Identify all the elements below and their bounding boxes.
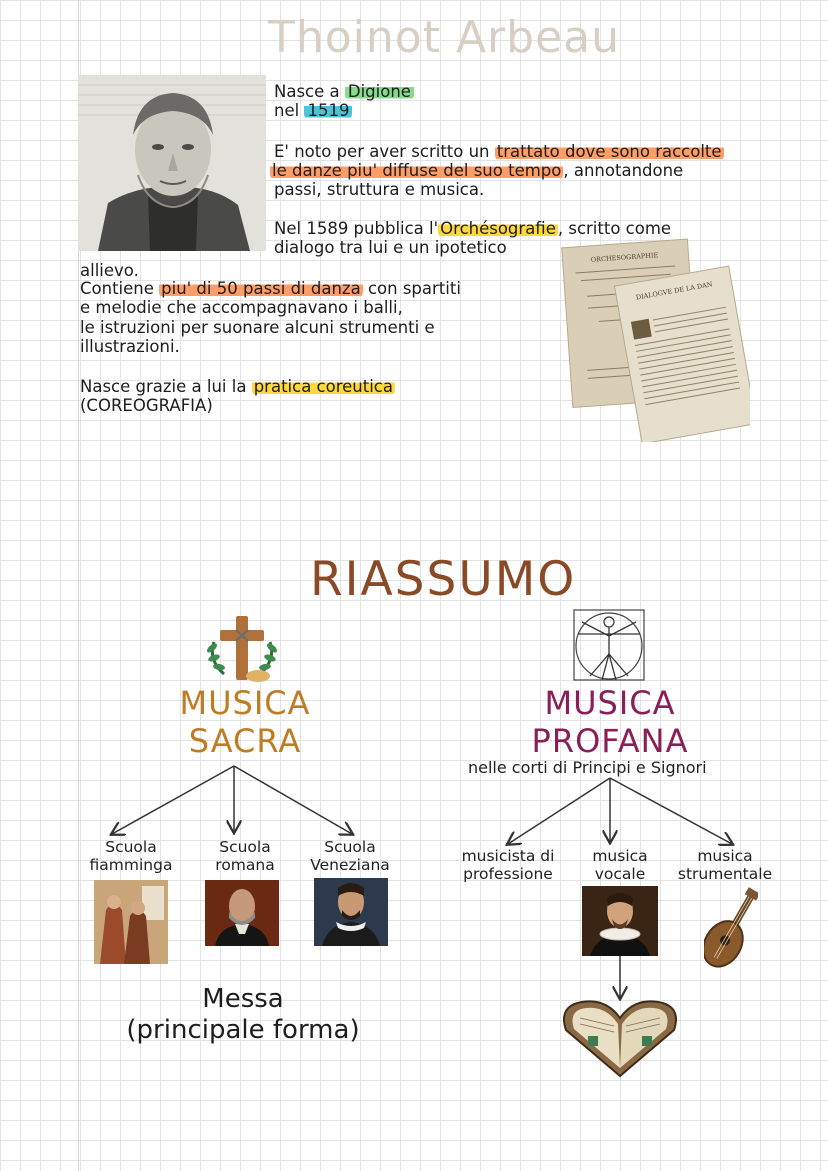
- school-label: Scuola: [105, 838, 157, 856]
- highlight-digione: Digione: [345, 82, 414, 101]
- bio-paragraph-3-line-3: allievo.: [80, 261, 139, 280]
- highlight-year: 1519: [304, 101, 352, 120]
- vocale-portrait: [582, 886, 658, 956]
- profana-line-2: PROFANA: [531, 722, 689, 760]
- bio-paragraph-4-line-4: illustrazioni.: [80, 337, 180, 356]
- book-right-title: DIALOGVE DE LA DAN: [635, 280, 714, 302]
- branch-musicista-professione: [448, 847, 568, 883]
- profana-line-1: MUSICA: [544, 684, 676, 722]
- summary-heading: RIASSUMO: [310, 552, 577, 607]
- branch-line-2: strumentale: [677, 865, 773, 883]
- highlight-coreutica: pratica coreutica: [253, 377, 393, 396]
- bio-text: Nasce a: [274, 82, 345, 101]
- school-romana: [200, 838, 290, 874]
- bio-text: Contiene: [80, 279, 160, 298]
- highlight-danze: le danze piu' diffuse del suo tempo: [272, 161, 562, 180]
- branch-line-1: musica: [697, 847, 753, 865]
- page-title: Thoinot Arbeau: [268, 12, 620, 63]
- branch-musica-vocale: [582, 847, 658, 883]
- school-name: fiamminga: [89, 856, 173, 874]
- sacra-line-2: SACRA: [188, 722, 302, 760]
- school-label: Scuola: [219, 838, 271, 856]
- highlight-trattato: trattato dove sono raccolte: [496, 142, 722, 161]
- branch-line-2: professione: [463, 865, 553, 883]
- lute-icon: [704, 884, 758, 976]
- bio-paragraph-3-line-2: dialogo tra lui e un ipotetico: [274, 238, 507, 257]
- arrow-to-fiamminga: [112, 766, 234, 834]
- branch-line-1: musicista di: [461, 847, 555, 865]
- heart-songbook-icon: [560, 996, 680, 1078]
- branch-line-2: vocale: [594, 865, 646, 883]
- bio-text: con spartiti: [362, 279, 461, 298]
- profana-subtitle: nelle corti di Principi e Signori: [468, 758, 707, 777]
- messa-note: [98, 984, 388, 1046]
- branch-line-1: musica: [592, 847, 648, 865]
- branch-musica-strumentale: [664, 847, 786, 883]
- bio-paragraph-2-line-3: passi, struttura e musica.: [274, 180, 485, 199]
- bio-text: , scritto come: [557, 219, 672, 238]
- bio-paragraph-4-line-2: e melodie che accompagnavano i balli,: [80, 298, 403, 317]
- bio-text: Nasce grazie a lui la: [80, 377, 252, 396]
- arrow-to-veneziana: [234, 766, 352, 834]
- bio-text: , annotandone: [563, 161, 684, 180]
- veneziana-portrait: [314, 878, 388, 946]
- fiamminga-painting: [94, 880, 168, 964]
- bio-text: nel: [274, 101, 305, 120]
- sacra-line-1: MUSICA: [179, 684, 311, 722]
- school-fiamminga: [76, 838, 186, 874]
- arrow-to-strumentale: [610, 778, 732, 844]
- messa-line-1: Messa: [202, 984, 284, 1014]
- school-veneziana: [298, 838, 402, 874]
- bio-paragraph-4-line-3: le istruzioni per suonare alcuni strumenti e: [80, 318, 435, 337]
- highlight-orchesografie: Orchésografie: [440, 219, 556, 238]
- romana-portrait: [205, 880, 279, 946]
- bio-text: E' noto per aver scritto un: [274, 142, 495, 161]
- arrow-to-professione: [508, 778, 610, 844]
- bio-paragraph-5-line-2: (COREOGRAFIA): [80, 396, 213, 415]
- bio-text: Nel 1589 pubblica l': [274, 219, 439, 238]
- messa-line-2: (principale forma): [126, 1015, 360, 1045]
- school-name: Veneziana: [310, 856, 390, 874]
- school-label: Scuola: [324, 838, 376, 856]
- highlight-passi: piu' di 50 passi di danza: [161, 279, 361, 298]
- school-name: romana: [215, 856, 275, 874]
- book-left-title: ORCHESOGRAPHIE: [590, 251, 659, 264]
